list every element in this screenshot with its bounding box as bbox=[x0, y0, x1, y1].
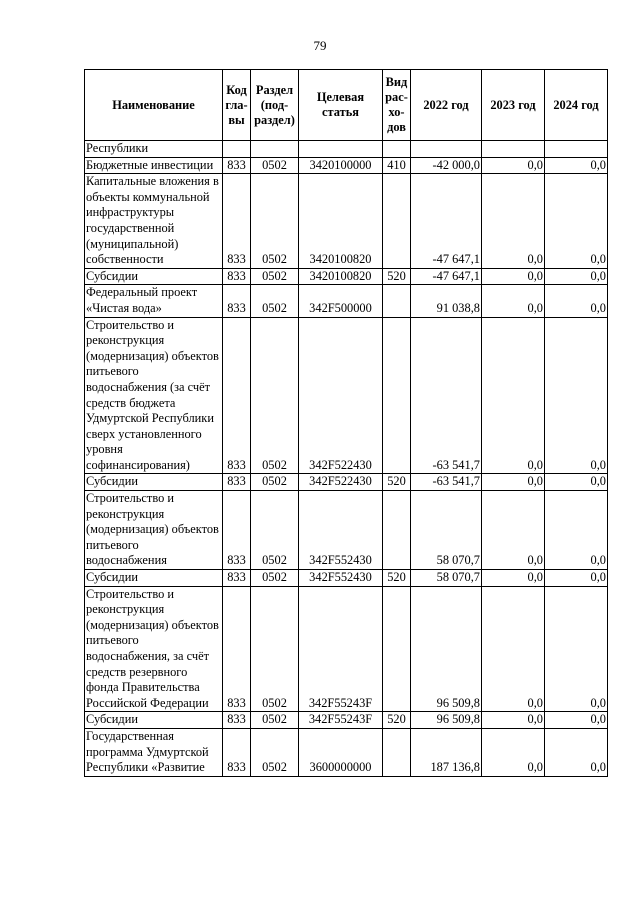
cell-code: 833 bbox=[223, 317, 251, 474]
cell-expense-type bbox=[383, 586, 411, 712]
cell-expense-type: 520 bbox=[383, 474, 411, 491]
cell-code: 833 bbox=[223, 491, 251, 570]
cell-2024: 0,0 bbox=[545, 174, 608, 269]
header-2022: 2022 год bbox=[411, 70, 482, 141]
cell-name: Субсидии bbox=[85, 268, 223, 285]
cell-2022: -47 647,1 bbox=[411, 174, 482, 269]
cell-2024: 0,0 bbox=[545, 712, 608, 729]
table-row bbox=[85, 586, 608, 712]
cell-name: Строительство и реконструкция (модернизация) объектов питьевого водоснабжения bbox=[85, 491, 223, 570]
cell-2023: 0,0 bbox=[482, 285, 545, 317]
header-target: Целевая статья bbox=[299, 70, 383, 141]
cell-expense-type: 520 bbox=[383, 570, 411, 587]
cell-section bbox=[251, 141, 299, 158]
cell-name: Капитальные вложения в объекты коммунальной инфраструктуры государственной (муниципальной) собственности bbox=[85, 174, 223, 269]
cell-2024: 0,0 bbox=[545, 317, 608, 474]
table-row bbox=[85, 268, 608, 285]
cell-2023: 0,0 bbox=[482, 712, 545, 729]
cell-2024: 0,0 bbox=[545, 157, 608, 174]
budget-table bbox=[84, 69, 608, 777]
cell-expense-type: 410 bbox=[383, 157, 411, 174]
cell-target: 342F522430 bbox=[299, 474, 383, 491]
table-row bbox=[85, 285, 608, 317]
cell-expense-type: 520 bbox=[383, 268, 411, 285]
cell-expense-type bbox=[383, 317, 411, 474]
table-row bbox=[85, 157, 608, 174]
cell-2024: 0,0 bbox=[545, 728, 608, 776]
header-name: Наименование bbox=[85, 70, 223, 141]
cell-2022: 58 070,7 bbox=[411, 491, 482, 570]
cell-2024: 0,0 bbox=[545, 570, 608, 587]
cell-target: 3420100000 bbox=[299, 157, 383, 174]
table-row bbox=[85, 174, 608, 269]
cell-section: 0502 bbox=[251, 586, 299, 712]
cell-section: 0502 bbox=[251, 728, 299, 776]
cell-2022: 96 509,8 bbox=[411, 586, 482, 712]
cell-name: Бюджетные инвестиции bbox=[85, 157, 223, 174]
cell-name: Строительство и реконструкция (модернизация) объектов питьевого водоснабжения (за счёт средств бюджета Удмуртской Республики сверх установленного уровня софинансирования) bbox=[85, 317, 223, 474]
cell-code: 833 bbox=[223, 474, 251, 491]
cell-name: Субсидии bbox=[85, 474, 223, 491]
cell-target: 342F522430 bbox=[299, 317, 383, 474]
cell-section: 0502 bbox=[251, 317, 299, 474]
cell-2024: 0,0 bbox=[545, 268, 608, 285]
cell-2023: 0,0 bbox=[482, 728, 545, 776]
cell-code bbox=[223, 141, 251, 158]
cell-2022: -42 000,0 bbox=[411, 157, 482, 174]
cell-2023: 0,0 bbox=[482, 570, 545, 587]
header-2023: 2023 год bbox=[482, 70, 545, 141]
cell-code: 833 bbox=[223, 586, 251, 712]
cell-name: Субсидии bbox=[85, 712, 223, 729]
cell-2024 bbox=[545, 141, 608, 158]
table-row bbox=[85, 728, 608, 776]
cell-target: 3600000000 bbox=[299, 728, 383, 776]
cell-expense-type bbox=[383, 285, 411, 317]
header-2024: 2024 год bbox=[545, 70, 608, 141]
cell-expense-type bbox=[383, 491, 411, 570]
table-row bbox=[85, 570, 608, 587]
cell-2022: 96 509,8 bbox=[411, 712, 482, 729]
cell-expense-type bbox=[383, 728, 411, 776]
cell-section: 0502 bbox=[251, 268, 299, 285]
cell-2024: 0,0 bbox=[545, 586, 608, 712]
cell-name: Субсидии bbox=[85, 570, 223, 587]
cell-target: 342F552430 bbox=[299, 491, 383, 570]
cell-target: 342F55243F bbox=[299, 712, 383, 729]
header-code: Код гла-вы bbox=[223, 70, 251, 141]
table-row bbox=[85, 141, 608, 158]
cell-code: 833 bbox=[223, 712, 251, 729]
cell-expense-type bbox=[383, 141, 411, 158]
cell-2022: -63 541,7 bbox=[411, 474, 482, 491]
cell-target: 3420100820 bbox=[299, 174, 383, 269]
cell-2023: 0,0 bbox=[482, 268, 545, 285]
cell-name: Государственная программа Удмуртской Республики «Развитие bbox=[85, 728, 223, 776]
header-expense-type: Вид рас-хо-дов bbox=[383, 70, 411, 141]
cell-2023: 0,0 bbox=[482, 491, 545, 570]
table-row bbox=[85, 317, 608, 474]
cell-2024: 0,0 bbox=[545, 285, 608, 317]
cell-target: 342F552430 bbox=[299, 570, 383, 587]
cell-code: 833 bbox=[223, 728, 251, 776]
cell-target: 3420100820 bbox=[299, 268, 383, 285]
cell-section: 0502 bbox=[251, 570, 299, 587]
cell-code: 833 bbox=[223, 157, 251, 174]
cell-code: 833 bbox=[223, 285, 251, 317]
cell-2022: 58 070,7 bbox=[411, 570, 482, 587]
table-row bbox=[85, 712, 608, 729]
cell-2023: 0,0 bbox=[482, 317, 545, 474]
cell-section: 0502 bbox=[251, 712, 299, 729]
header-section: Раздел (под-раздел) bbox=[251, 70, 299, 141]
cell-section: 0502 bbox=[251, 491, 299, 570]
cell-2022: 187 136,8 bbox=[411, 728, 482, 776]
cell-expense-type: 520 bbox=[383, 712, 411, 729]
cell-name: Федеральный проект «Чистая вода» bbox=[85, 285, 223, 317]
cell-name: Республики bbox=[85, 141, 223, 158]
cell-target bbox=[299, 141, 383, 158]
cell-code: 833 bbox=[223, 174, 251, 269]
cell-name: Строительство и реконструкция (модернизация) объектов питьевого водоснабжения, за счёт средств резервного фонда Правительства Российской Федерации bbox=[85, 586, 223, 712]
cell-code: 833 bbox=[223, 268, 251, 285]
cell-section: 0502 bbox=[251, 174, 299, 269]
table-header-row bbox=[85, 70, 608, 141]
cell-2023 bbox=[482, 141, 545, 158]
cell-2022 bbox=[411, 141, 482, 158]
cell-section: 0502 bbox=[251, 285, 299, 317]
cell-2023: 0,0 bbox=[482, 157, 545, 174]
cell-2023: 0,0 bbox=[482, 174, 545, 269]
cell-target: 342F55243F bbox=[299, 586, 383, 712]
table-row bbox=[85, 474, 608, 491]
cell-section: 0502 bbox=[251, 474, 299, 491]
page-number: 79 bbox=[313, 38, 327, 53]
cell-expense-type bbox=[383, 174, 411, 269]
cell-code: 833 bbox=[223, 570, 251, 587]
cell-target: 342F500000 bbox=[299, 285, 383, 317]
cell-section: 0502 bbox=[251, 157, 299, 174]
table-row bbox=[85, 491, 608, 570]
cell-2022: 91 038,8 bbox=[411, 285, 482, 317]
cell-2024: 0,0 bbox=[545, 491, 608, 570]
cell-2024: 0,0 bbox=[545, 474, 608, 491]
cell-2023: 0,0 bbox=[482, 474, 545, 491]
cell-2022: -47 647,1 bbox=[411, 268, 482, 285]
cell-2023: 0,0 bbox=[482, 586, 545, 712]
cell-2022: -63 541,7 bbox=[411, 317, 482, 474]
